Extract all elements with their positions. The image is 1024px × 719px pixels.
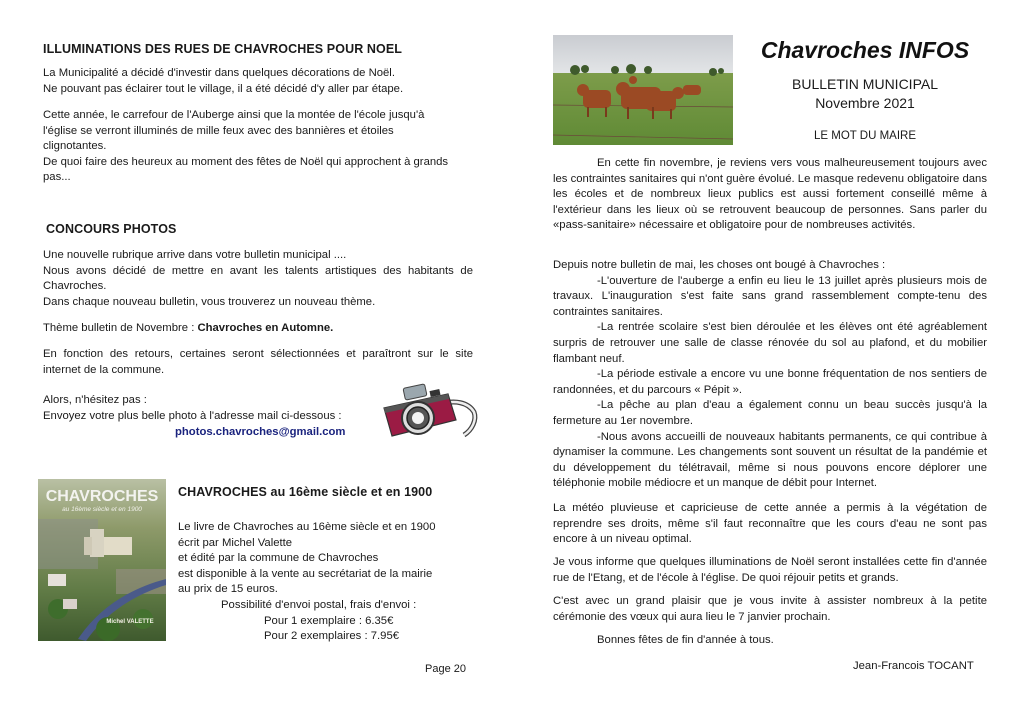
text-line: Envoyez votre plus belle photo à l'adresse mail ci-dessous : <box>43 409 342 422</box>
text-line: et édité par la commune de Chavroches <box>178 552 379 565</box>
bulletin-label: BULLETIN MUNICIPAL <box>792 76 938 92</box>
list-item: -La période estivale a encore vu une bonne fréquentation de nos sentiers de randonnées, et du parcours « Pépit ». <box>553 368 987 396</box>
contact-email-link[interactable]: photos.chavroches@gmail.com <box>175 426 346 438</box>
text-line: clignotantes. <box>43 140 107 153</box>
text-line: En fonction des retours, certaines seront sélectionnées et paraîtront sur le site internet de la commune. <box>43 348 473 376</box>
maire-paragraph-5 <box>553 594 987 625</box>
text-paragraph: En cette fin novembre, je reviens vers vous malheureusement toujours avec les contraintes sanitaires qui n'ont guère évolué. Le masque redevenu obligatoire dans les écoles et de nombreux lieux publics est aussi fortement conseillé même à l'extérieur dans les lieux où se retrouvent beaucoup de personnes. Sans parler du «pass-sanitaire» nécessaire et obligatoire pour de nombreuses activités. <box>553 157 987 232</box>
camera-icon <box>380 380 480 442</box>
concours-photos-paragraph-1 <box>43 248 473 310</box>
book-heading: CHAVROCHES au 16ème siècle et en 1900 <box>178 485 433 499</box>
mayor-signature: Jean-Francois TOCANT <box>853 660 974 672</box>
theme-value: Chavroches en Automne. <box>197 322 334 334</box>
maire-paragraph-4 <box>553 555 987 586</box>
maire-paragraph-1 <box>553 156 987 234</box>
text-paragraph: Depuis notre bulletin de mai, les choses ont bougé à Chavroches : <box>553 259 886 271</box>
text-line: écrit par Michel Valette <box>178 536 293 549</box>
postal-label: Possibilité d'envoi postal, frais d'envoi : <box>221 599 417 611</box>
list-item: -La rentrée scolaire s'est bien déroulée et les élèves ont été agréablement surpris de retrouver une salle de classe rénovée du sol au plafond, et du mobilier flambant neuf. <box>553 321 987 365</box>
text-line: l'église se verront illuminés de mille feux avec des bannières et étoiles <box>43 124 394 137</box>
book-cover-author: Michel VALETTE <box>106 619 154 625</box>
book-cover-subtitle: au 16ème siècle et en 1900 <box>62 506 142 513</box>
book-cover-image <box>38 479 166 641</box>
concours-photos-heading: CONCOURS PHOTOS <box>46 222 177 236</box>
text-paragraph: La météo pluvieuse et capricieuse de cette année a permis à la végétation de reprendre ses droits, même s'il faut reconnaître que les cours d'eau ne sont pas encore à un niveau optimal. <box>553 502 987 546</box>
text-paragraph: Bonnes fêtes de fin d'année à tous. <box>597 634 774 646</box>
illuminations-paragraph-2 <box>43 108 473 186</box>
list-item: -La pêche au plan d'eau a également connu un beau succès jusqu'à la fermeture au 1er novembre. <box>553 399 987 427</box>
illuminations-paragraph-1 <box>43 66 473 97</box>
theme-label: Thème bulletin de Novembre : <box>43 322 198 334</box>
text-line: Une nouvelle rubrique arrive dans votre bulletin municipal .... <box>43 249 347 261</box>
maire-closing <box>553 633 987 649</box>
maire-paragraph-2 <box>553 258 987 492</box>
text-line: au prix de 15 euros. <box>178 583 278 596</box>
text-line: Dans chaque nouveau bulletin, vous trouverez un nouveau thème. <box>43 295 376 308</box>
text-paragraph: C'est avec un grand plaisir que je vous invite à assister nombreux à la petite cérémonie des vœux qui aura lieu le 7 janvier prochain. <box>553 595 987 623</box>
book-postal-info <box>178 598 478 645</box>
text-line: Cette année, le carrefour de l'Auberge ainsi que la montée de l'école jusqu'à <box>43 109 425 121</box>
text-line: pas... <box>43 171 71 184</box>
cows-field-photo <box>553 35 733 145</box>
bulletin-date: Novembre 2021 <box>815 95 915 111</box>
text-line: Le livre de Chavroches au 16ème siècle et en 1900 <box>178 521 436 533</box>
list-item: -Nous avons accueilli de nouveaux habitants permanents, ce qui contribue à dynamiser la commune. Les changements sont souvent un résultat de la pandémie et du développement du télétravail, même si nous pouvons encore déplorer une téléphonie mobile médiocre et un manque de débit pour Internet. <box>553 430 987 490</box>
text-line: Nous avons décidé de mettre en avant les talents artistiques des habitants de Chavroches. <box>43 264 473 293</box>
postal-price: Pour 1 exemplaire : 6.35€ <box>264 614 394 627</box>
illuminations-heading: ILLUMINATIONS DES RUES DE CHAVROCHES POUR NOEL <box>43 42 403 56</box>
text-line: De quoi faire des heureux au moment des fêtes de Noël qui approchent à grands <box>43 155 449 168</box>
text-line: Alors, n'hésitez pas : <box>43 394 147 406</box>
concours-photos-call <box>43 393 373 424</box>
text-line: Ne pouvant pas éclairer tout le village, il a été décidé d'y aller par étape. <box>43 82 404 95</box>
text-line: La Municipalité a décidé d'investir dans quelques décorations de Noël. <box>43 67 395 79</box>
text-paragraph: Je vous informe que quelques illuminations de Noël seront installées cette fin d'année rue de l'Etang, et de l'école à l'église. De quoi réjouir petits et grands. <box>553 556 987 584</box>
concours-photos-paragraph-3 <box>43 347 473 378</box>
section-heading-mot-du-maire: LE MOT DU MAIRE <box>813 130 917 142</box>
page-number: Page 20 <box>425 663 466 675</box>
maire-paragraph-3 <box>553 501 987 548</box>
book-description <box>178 520 478 598</box>
text-line: est disponible à la vente au secrétariat de la mairie <box>178 567 433 580</box>
book-cover-title: CHAVROCHES <box>45 488 159 505</box>
postal-price: Pour 2 exemplaires : 7.95€ <box>264 630 400 643</box>
newsletter-title: Chavroches INFOS <box>760 37 970 63</box>
list-item: -L'ouverture de l'auberge a enfin eu lieu le 13 juillet après plusieurs mois de travaux. L'inauguration s'est faite sans grand rassemblement compte-tenu des contraintes sanitaires. <box>553 274 987 318</box>
concours-theme <box>43 321 473 337</box>
